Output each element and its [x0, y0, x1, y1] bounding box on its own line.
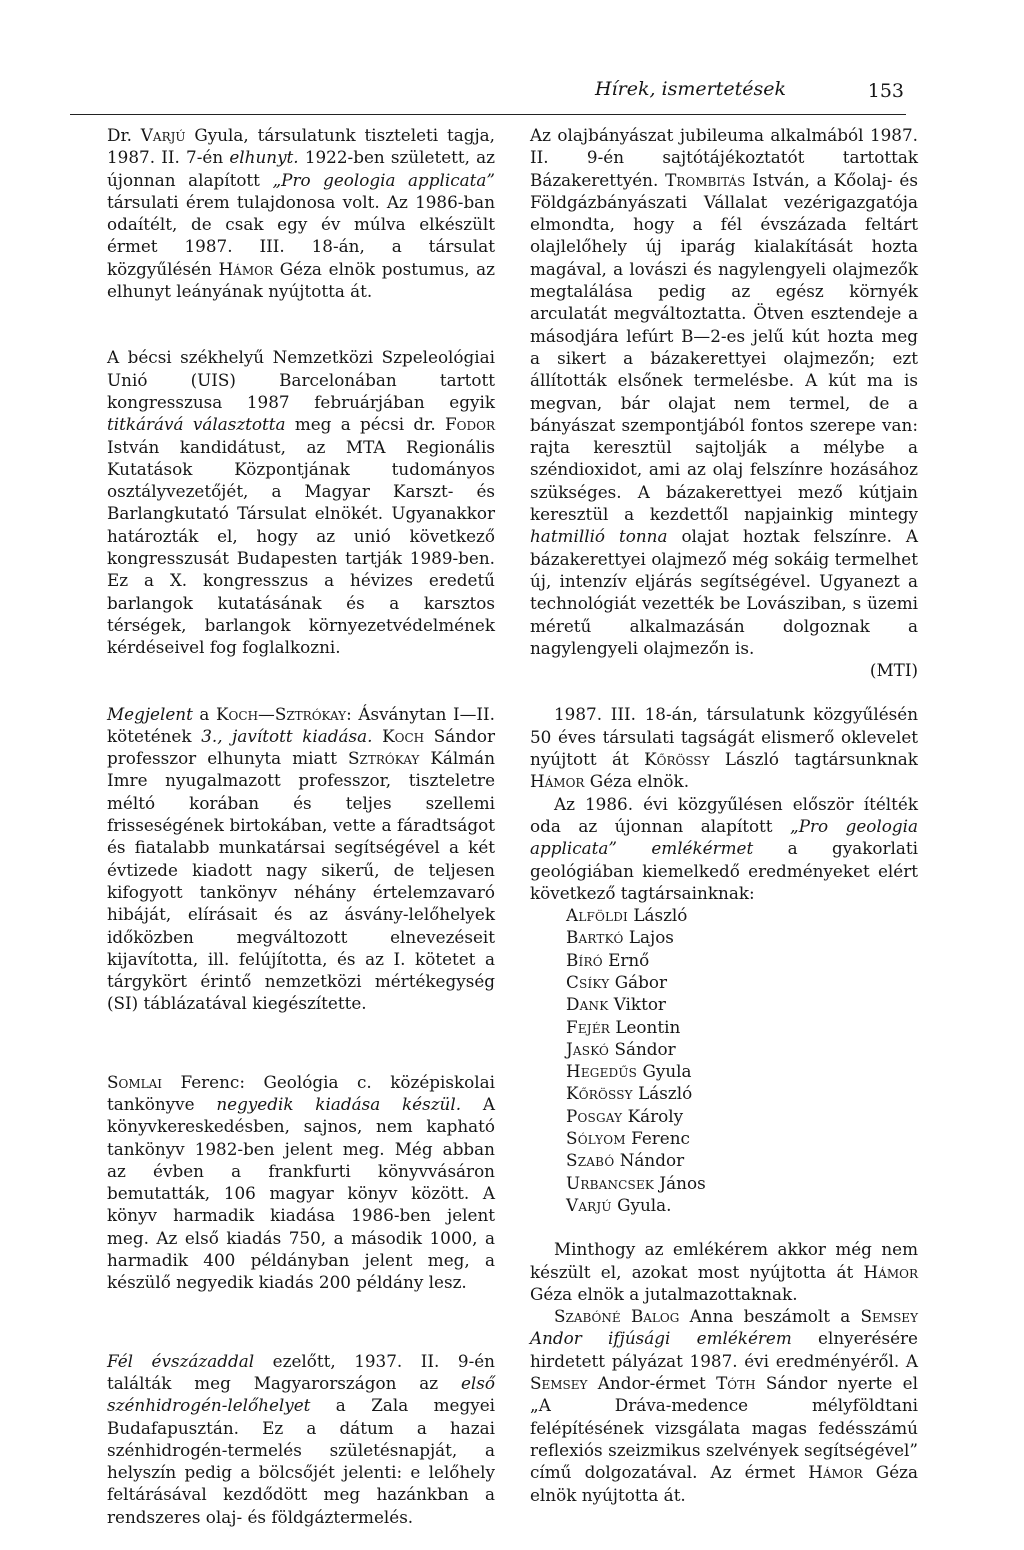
- right-column: [530, 124, 918, 1506]
- awardee-item: Sólyom Ferenc: [566, 1128, 690, 1149]
- awardee-item: Posgay Károly: [566, 1105, 684, 1126]
- page-number: 153: [867, 80, 904, 102]
- awardee-item: Csíky Gábor: [566, 971, 667, 992]
- running-title: Hírek, ismertetések: [594, 78, 786, 100]
- awardee-item: Varjú Gyula.: [566, 1194, 672, 1215]
- news-item-first-hydrocarbon-field: Fél évszázaddal ezelőtt, 1937. II. 9-én találták meg Magyarországon az első szénhidrogén-lelőhelyet a Zala megyei Budafapusztán. Ez a dátum a hazai szénhidrogén-termelés születésnapját, a helyszín pedig a bölcsőjét jelenti: e lelőhely feltárásával kezdődött meg hazánkban a rendszeres olaj- és földgáztermelés.: [107, 1350, 495, 1527]
- awardee-item: Bartkó Lajos: [566, 927, 674, 948]
- news-item-somlai-textbook: Somlai Ferenc: Geológia c. középiskolai tankönyve negyedik kiadása készül. A könyvkereskedésben, sajnos, nem kapható tankönyv 1982-ben jelent meg. Még abban az évben a frankfurti könyvvásáron bemutatták, 106 magyar könyv között. A könyv harmadik kiadása 1986-ben jelent meg. Az első kiadás 750, a második 1000, a harmadik 400 példányban jelent meg, a készülő negyedik kiadás 200 példány lesz.: [107, 1071, 495, 1293]
- awardee-item: Dank Viktor: [566, 994, 666, 1015]
- awardee-item: Bíró Ernő: [566, 949, 650, 970]
- awardee-item: Hegedűs Gyula: [566, 1061, 692, 1082]
- awardee-item: Szabó Nándor: [566, 1150, 685, 1171]
- left-column: [107, 124, 495, 1528]
- news-item-oil-jubilee: Az olajbányászat jubileuma alkalmából 1987. II. 9-én sajtótájékoztatót tartottak Bázakerettyén. Trombitás István, a Kőolaj- és Földgázbányászati Vállalat vezérigazgatója elmondta, hogy a fél évszázada feltárt olajlelőhely új iparág kialakítását hozta magával, a lovászi és nagylengyeli olajmezők megtalálása pedig az egész környék arculatát megváltoztatta. Ötven esztendeje a másodjára lefúrt B—2-es jelű kút hozta meg a sikert a bázakerettyei olajmezőn; ezt állították elsőnek termelésbe. A kút ma is megvan, bár olajat nem termel, de a bányászat szempontjából fontos szerepe van: rajta keresztül sajtolják a mélybe a széndioxidot, ami az olaj felszínre hozásához szükséges. A bázakerettyei mező kútjain keresztül a kezdettől napjainkig mintegy hatmillió tonna olajat hoztak felszínre. A bázakerettyei olajmező még sokáig termelhet új, intenzív eljárás segítségével. Ugyanezt a technológiát vezették be Lovásziban, s üzemi méretű alkalmazásán dolgoznak a nagylengyeli olajmezőn is.: [530, 125, 918, 658]
- awardee-list: [530, 904, 918, 1216]
- news-item-korossy-diploma: 1987. III. 18-án, társulatunk közgyűlésén 50 éves társulati tagságát elismerő oklevelet nyújtott át Kőrössy László tagtársunknak Hámor Géza elnök.: [530, 704, 918, 792]
- news-item-varju-obituary: Dr. Varjú Gyula, társulatunk tiszteleti tagja, 1987. II. 7-én elhunyt. 1922-ben született, az újonnan alapított „Pro geologia applicata” társulati érem tulajdonosa volt. Az 1986-ban odaítélt, de csak egy év múlva elkészült érmet 1987. III. 18-án, a társulat közgyűlésén Hámor Géza elnök postumus, az elhunyt leányának nyújtotta át.: [107, 125, 495, 302]
- awardee-item: Fejér Leontin: [566, 1016, 681, 1037]
- news-item-pro-geologia-medal: Az 1986. évi közgyűlésen először ítélték oda az újonnan alapított „Pro geologia applicata” emlékérmet a gyakorlati geológiában kiemelkedő eredményeket elért következő tagtársainknak:: [530, 793, 918, 903]
- news-item-asvanytan-edition: Megjelent a Koch—Sztrókay: Ásványtan I—II. kötetének 3., javított kiadása. Koch Sándor professzor elhunyta miatt Sztrókay Kálmán Imre nyugalmazott professzor, tiszteletre méltó korában és teljes szellemi frisseségének birtokában, vette a fáradtságot és fiatalabb munkatársai segítségével a két évtizede kiadott nagy sikerű, de teljesen kifogyott tankönyv néhány értelemzavaró hibáját, elírásait és az ásvány-lelőhelyek időközben megváltozott elnevezéseit kijavította, ill. felújította, és az I. kötetet a tárgykört érintő nemzetközi mértékegység (SI) táblázatával kiegészítette.: [107, 703, 495, 1014]
- news-item-uis-congress: A bécsi székhelyű Nemzetközi Szpeleológiai Unió (UIS) Barcelonában tartott kongresszusa 1987 februárjában egyik titkárává választotta meg a pécsi dr. Fodor István kandidátust, az MTA Regionális Kutatások Központjának tudományos osztályvezetőjét, a Magyar Karszt- és Barlangkutató Társulat elnökét. Ugyanakkor határozták el, hogy az unió következő kongresszusát Budapesten tartják 1989-ben. Ez a X. kongresszus a hévizes eredetű barlangok kutatásának és a karsztos térségek, barlangok környezetvédelmének kérdéseivel fog foglalkozni.: [107, 347, 495, 658]
- awardee-item: Alföldi László: [566, 905, 688, 926]
- awardee-item: Kőrössy László: [566, 1083, 693, 1104]
- awardee-item: Jaskó Sándor: [566, 1038, 676, 1059]
- page-header: [70, 74, 906, 115]
- news-source-mti: (MTI): [869, 660, 918, 681]
- awardee-item: Urbancsek János: [566, 1172, 706, 1193]
- news-item-medal-handover: Minthogy az emlékérem akkor még nem készült el, azokat most nyújtotta át Hámor Géza elnök a jutalmazottaknak.: [530, 1239, 918, 1304]
- news-item-semsey-medal: Szabóné Balog Anna beszámolt a Semsey Andor ifjúsági emlékérem elnyerésére hirdetett pályázat 1987. évi eredményéről. A Semsey Andor-érmet Tóth Sándor nyerte el „A Dráva-medence mélyföldtani felépítésének vizsgálata magas fedésszámú reflexiós szeizmikus szelvények segítségével” című dolgozatával. Az érmet Hámor Géza elnök nyújtotta át.: [530, 1306, 918, 1505]
